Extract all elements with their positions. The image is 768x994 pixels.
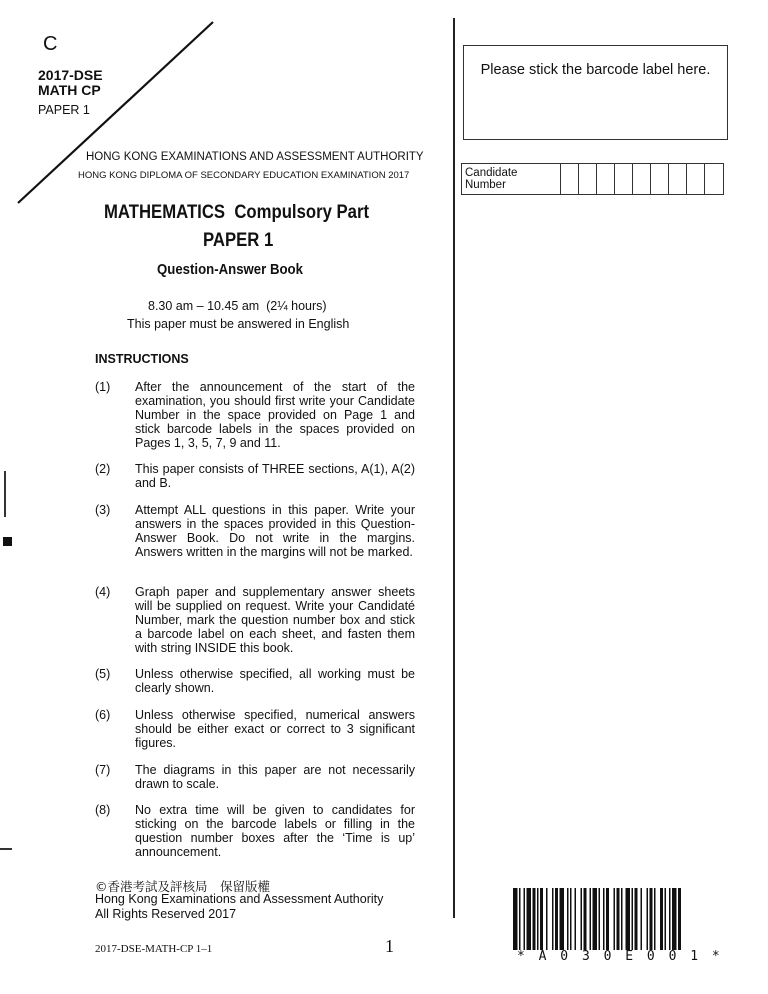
candidate-digit-cell[interactable] [687,164,705,194]
margin-tick [0,848,12,850]
instruction-item [95,803,415,859]
candidate-number-box[interactable] [461,163,724,195]
instructions-heading: INSTRUCTIONS [95,352,189,366]
instruction-text: The diagrams in this paper are not necessarily drawn to scale. [135,763,415,791]
instruction-item [95,503,415,559]
instruction-text: Attempt ALL questions in this paper. Write your answers in the spaces provided in this Question-Answer Book. Do not write in the margins. Answers written in the margins will not be marked. [135,503,415,559]
divider-line [453,18,455,918]
instruction-text: Unless otherwise specified, all working must be clearly shown. [135,667,415,695]
title-line2: PAPER 1 [203,230,274,251]
copyright-chinese: ©香港考試及評核局 保留版權 [95,879,271,894]
paper-code: PAPER 1 [38,103,90,117]
title-line1: MATHEMATICS Compulsory Part [104,202,370,223]
instruction-number: (2) [95,462,111,476]
exam-code: 2017-DSE [38,67,103,83]
copyright-line1: Hong Kong Examinations and Assessment Authority [95,892,384,906]
header-mark: C [43,33,58,55]
instruction-number: (3) [95,503,111,517]
instruction-number: (1) [95,380,111,394]
candidate-digit-cell[interactable] [633,164,651,194]
instruction-text: Unless otherwise specified, numerical answers should be either exact or correct to 3 significant figures. [135,708,415,750]
copyright-line2: All Rights Reserved 2017 [95,907,237,921]
page-number: 1 [385,936,394,956]
barcode-label-text: Please stick the barcode label here. [480,62,711,78]
authority-name: HONG KONG EXAMINATIONS AND ASSESSMENT AUTHORITY [86,151,424,163]
subject-code: MATH CP [38,82,101,98]
instruction-item [95,708,415,750]
margin-square [3,537,12,546]
diploma-name: HONG KONG DIPLOMA OF SECONDARY EDUCATION EXAMINATION 2017 [78,170,410,181]
instruction-number: (8) [95,803,111,817]
exam-time: 8.30 am – 10.45 am (2¼ hours) [148,299,327,313]
candidate-digit-cell[interactable] [669,164,687,194]
barcode-text: * A 0 3 0 E 0 0 1 * [517,949,723,964]
instruction-number: (5) [95,667,111,681]
instruction-number: (7) [95,763,111,777]
footer-code: 2017-DSE-MATH-CP 1–1 [95,943,213,955]
instruction-item [95,763,415,791]
instruction-number: (4) [95,585,111,599]
candidate-digit-cell[interactable] [597,164,615,194]
instruction-text: No extra time will be given to candidates for sticking on the barcode labels or filling in the question number boxes after the ‘Time is up’ announcement. [135,803,415,859]
instruction-number: (6) [95,708,111,722]
instruction-text: This paper consists of THREE sections, A(1), A(2) and B. [135,462,415,490]
candidate-digit-cell[interactable] [561,164,579,194]
instruction-item [95,380,415,450]
candidate-number-label: Candidate Number [462,164,561,194]
barcode-image [513,888,731,950]
title-line3: Question-Answer Book [157,261,303,278]
candidate-digit-cell[interactable] [705,164,723,194]
instruction-text: Graph paper and supplementary answer sheets will be supplied on request. Write your Candidaté Number, mark the question number box and stick a barcode label on each sheet, and fasten them with string INSIDE this book. [135,585,415,655]
instruction-item [95,462,415,490]
instruction-item [95,667,415,695]
instruction-text: After the announcement of the start of the examination, you should first write your Candidate Number in the space provided on Page 1 and stick barcode labels in the spaces provided on Pages 1, 3, 5, 7, 9 and 11. [135,380,415,450]
barcode-label-box [463,45,728,140]
candidate-digit-cell[interactable] [579,164,597,194]
instruction-item [95,585,415,655]
margin-bracket [4,471,6,517]
candidate-digit-cell[interactable] [651,164,669,194]
language-note: This paper must be answered in English [127,317,350,331]
candidate-digit-cell[interactable] [615,164,633,194]
